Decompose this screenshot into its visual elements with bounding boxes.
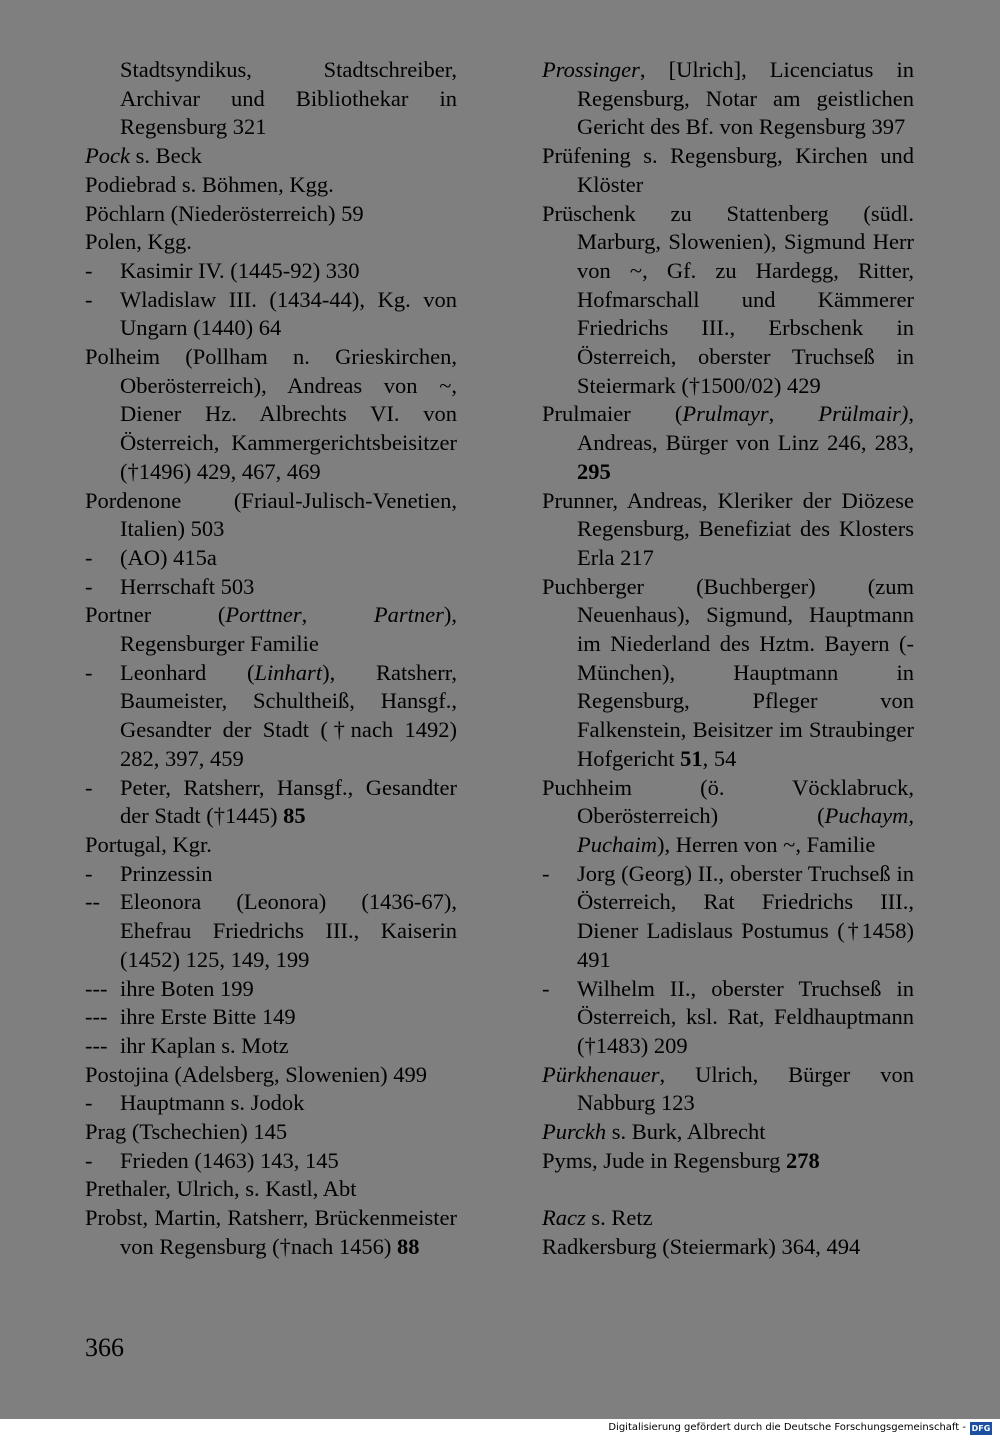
entry-text: Hauptmann s. Jodok	[120, 1090, 305, 1116]
index-entry	[85, 343, 457, 487]
entry-text: , Andreas, Bürger von Linz 246, 283,	[577, 401, 914, 456]
index-entry	[542, 573, 914, 774]
entry-text: ), Regensburger Familie	[120, 602, 458, 657]
entry-text: Pock	[85, 143, 130, 169]
entry-text: Partner	[373, 602, 444, 628]
entry-text: (AO) 415a	[120, 544, 217, 570]
subentry-dash: -	[542, 860, 550, 886]
index-entry	[542, 200, 914, 401]
entry-text: Podiebrad s. Böhmen, Kgg.	[85, 171, 334, 197]
entry-text: Racz	[542, 1205, 586, 1231]
index-entry	[85, 487, 457, 544]
entry-text: Eleonora (Leonora) (1436-67), Ehefrau Friedrichs III., Kaiserin (1452) 125, 149, 199	[120, 889, 457, 972]
subentry-dash: -	[85, 1090, 93, 1116]
index-subentry	[542, 860, 914, 975]
entry-text: Prossinger	[542, 57, 640, 82]
digitization-footer	[0, 1419, 1000, 1439]
entry-text: Pürkhenauer	[542, 1061, 660, 1087]
entry-text: Herrschaft 503	[120, 573, 255, 599]
index-entry	[85, 142, 457, 171]
entry-text: ), Herren von ~, Familie	[656, 831, 876, 857]
entry-text: Pöchlarn (Niederösterreich) 59	[85, 200, 364, 226]
entry-text: Prulmaier (	[542, 401, 683, 427]
entry-text: 51	[680, 745, 703, 771]
entry-text: Prüfening s. Regensburg, Kirchen und Klöster	[542, 143, 914, 197]
index-entry	[542, 1118, 914, 1147]
index-subentry	[85, 659, 457, 774]
entry-text: Prülmair)	[818, 401, 909, 427]
entry-text: Porttner	[225, 602, 302, 628]
index-entry	[542, 774, 914, 860]
entry-text: 278	[785, 1147, 820, 1173]
entry-text: Purckh	[542, 1119, 607, 1145]
entry-text: Jorg (Georg) II., oberster Truchseß in Österreich, Rat Friedrichs III., Diener Ladislaus Postumus (†1458) 491	[577, 860, 914, 972]
entry-text: Postojina (Adelsberg, Slowenien) 499	[85, 1061, 428, 1087]
entry-text: s. Burk, Albrecht	[606, 1119, 766, 1145]
index-entry	[542, 56, 914, 142]
subentry-dash: -	[85, 286, 93, 312]
entry-text: Prüschenk zu Stattenberg (südl. Marburg, Slowenien), Sigmund Herr von ~, Gf. zu Hardegg, Ritter, Hofmarschall und Kämmerer Friedrichs III., Erbschenk in Österreich, oberster Truchseß in Steiermark (†1500/02) 429	[542, 200, 914, 398]
index-subentry	[542, 975, 914, 1061]
index-subentry	[85, 286, 457, 343]
index-subentry	[85, 1089, 457, 1118]
entry-text: Leonhard (	[120, 659, 255, 685]
entry-text: Wilhelm II., oberster Truchseß in Österreich, ksl. Rat, Feldhauptmann (†1483) 209	[577, 975, 914, 1058]
entry-text: Prethaler, Ulrich, s. Kastl, Abt	[85, 1176, 357, 1202]
entry-text: Linhart	[254, 659, 323, 685]
subentry-dash: ---	[85, 1032, 108, 1058]
entry-text: Puchheim (ö. Vöcklabruck, Oberösterreich) (	[542, 774, 914, 829]
index-subentry	[85, 257, 457, 286]
entry-text: ,	[301, 602, 374, 628]
index-entry	[542, 1233, 914, 1262]
entry-text: Frieden (1463) 143, 145	[120, 1147, 339, 1173]
index-entry	[85, 171, 457, 200]
index-entry	[542, 1147, 914, 1176]
entry-text: Pyms, Jude in Regensburg	[542, 1147, 786, 1173]
entry-text: Wladislaw III. (1434-44), Kg. von Ungarn (1440) 64	[120, 286, 457, 341]
index-entry	[542, 1204, 914, 1233]
subentry-dash: -	[85, 774, 93, 800]
subentry-dash: -	[85, 544, 93, 570]
entry-text: ,	[768, 401, 819, 427]
index-column-right	[542, 56, 914, 1262]
index-subentry	[85, 774, 457, 831]
index-entry	[542, 142, 914, 199]
entry-text: Probst, Martin, Ratsherr, Brückenmeister von Regensburg (†nach 1456)	[85, 1205, 457, 1259]
entry-text: , 54	[702, 745, 737, 771]
entry-text: Portugal, Kgr.	[85, 831, 212, 857]
index-entry	[542, 1061, 914, 1118]
index-entry	[85, 1175, 457, 1204]
index-entry	[85, 1204, 457, 1261]
entry-text: Prag (Tschechien) 145	[85, 1119, 288, 1145]
entry-text: s. Beck	[129, 143, 202, 169]
index-subentry	[85, 1003, 457, 1032]
index-entry	[85, 831, 457, 860]
entry-text: ), Ratsherr, Baumeister, Schultheiß, Hansgf., Gesandter der Stadt (†nach 1492) 282, 397, 459	[120, 659, 457, 771]
index-subentry	[85, 1147, 457, 1176]
page-number: 366	[85, 1333, 124, 1362]
entry-text: , [Ulrich], Licenciatus in Regensburg, Notar am geistlichen Gericht des Bf. von Regensburg 397	[577, 57, 914, 140]
entry-text: Pordenone (Friaul-Julisch-Venetien, Italien) 503	[85, 487, 457, 542]
index-column-left	[85, 56, 457, 1262]
index-entry	[85, 1118, 457, 1147]
index-entry	[85, 200, 457, 229]
entry-text: Prunner, Andreas, Kleriker der Diözese Regensburg, Benefiziat des Klosters Erla 217	[542, 487, 914, 570]
index-subentry	[85, 975, 457, 1004]
entry-text: ihre Boten 199	[120, 975, 254, 1001]
entry-text: Peter, Ratsherr, Hansgf., Gesandter der Stadt (†1445)	[120, 774, 457, 829]
entry-text: 88	[397, 1233, 420, 1259]
entry-text: Radkersburg (Steiermark) 364, 494	[542, 1233, 861, 1259]
subentry-dash: -	[85, 573, 93, 599]
entry-text: Kasimir IV. (1445-92) 330	[120, 257, 360, 283]
entry-text: Puchaym, Puchaim	[577, 803, 914, 857]
subentry-dash: -	[542, 975, 550, 1001]
entry-text: Prinzessin	[120, 860, 213, 886]
entry-text: Polheim (Pollham n. Grieskirchen, Oberösterreich), Andreas von ~, Diener Hz. Albrechts VI. von Österreich, Kammergerichtsbeisitzer (†1496) 429, 467, 469	[85, 344, 457, 484]
index-entry	[542, 400, 914, 486]
index-subentry	[85, 860, 457, 889]
entry-gap	[542, 1175, 914, 1204]
index-subentry	[85, 888, 457, 974]
entry-text: Portner (	[85, 602, 226, 628]
dfg-logo-icon: DFG	[971, 1424, 991, 1433]
footer-credit-text: Digitalisierung gefördert durch die Deutsche Forschungsgemeinschaft -	[608, 1422, 966, 1433]
subentry-dash: -	[85, 257, 93, 283]
index-subentry	[85, 544, 457, 573]
index-entry	[85, 1061, 457, 1090]
subentry-dash: ---	[85, 1004, 108, 1030]
subentry-dash: -	[85, 860, 93, 886]
entry-text: Polen, Kgg.	[85, 229, 192, 255]
index-entry	[85, 601, 457, 658]
index-subentry	[85, 573, 457, 602]
index-entry	[542, 487, 914, 573]
subentry-dash: ---	[85, 975, 108, 1001]
subentry-dash: -	[85, 1147, 93, 1173]
entry-text: 85	[283, 803, 306, 829]
subentry-dash: --	[85, 889, 100, 915]
entry-text: Stadtsyndikus, Stadtschreiber, Archivar und Bibliothekar in Regensburg 321	[120, 57, 457, 140]
entry-text: , Ulrich, Bürger von Nabburg 123	[577, 1061, 914, 1116]
entry-text: Puchberger (Buchberger) (zum Neuenhaus), Sigmund, Hauptmann im Niederland des Hztm. Bayern (-München), Hauptmann in Regensburg, Pfleger von Falkenstein, Beisitzer im Straubinger Hofgericht	[542, 573, 914, 771]
subentry-dash: -	[85, 659, 93, 685]
entry-text: Prulmayr	[682, 401, 769, 427]
index-entry	[85, 56, 457, 142]
entry-text: ihre Erste Bitte 149	[120, 1004, 296, 1030]
entry-text: ihr Kaplan s. Motz	[120, 1032, 289, 1058]
index-entry	[85, 228, 457, 257]
index-subentry	[85, 1032, 457, 1061]
entry-text: s. Retz	[585, 1205, 653, 1231]
entry-text: 295	[577, 458, 611, 484]
